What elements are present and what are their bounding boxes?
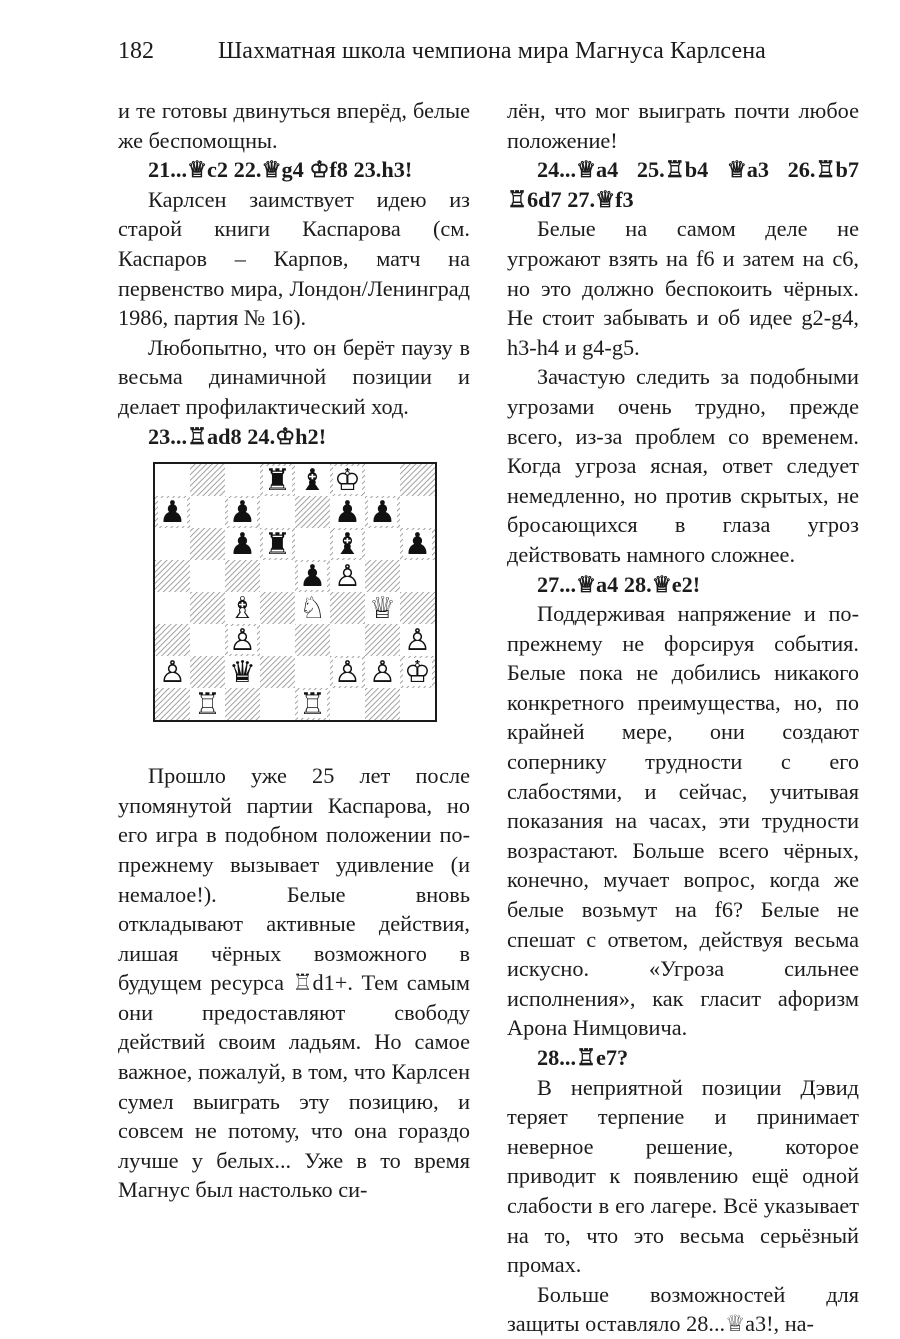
board-square-b8 [190,464,225,496]
move-notation: 27...♕a4 28.♕e2! [537,571,701,597]
paragraph: Белые на самом деле не угрожают взять на f6 и затем на c6, но это должно беспокоить чёрных. Не стоит забывать и об идее g2-g4, h3-h4 и g4-g5. [507,216,859,360]
board-square-h7 [400,496,435,528]
move-notation: 21...♕c2 22.♕g4 ♔f8 23.h3! [148,157,413,183]
board-square-c5 [225,560,260,592]
paragraph: Зачастую следить за подобными угрозами очень трудно, прежде всего, из-за проблем со временем. Когда угроза ясная, ответ следует немедленно, но против скрытых, не бросающихся в глаза угроз действовать намного сложнее. [507,364,859,567]
paragraph: Любопытно, что он берёт паузу в весьма динамичной позиции и делает профилактический ход. [118,334,470,419]
board-square-b7 [190,496,225,528]
paragraph: и те готовы двинуться вперёд, белые же беспомощны. [118,98,470,153]
board-square-g6 [365,528,400,560]
board-square-a6 [155,528,190,560]
chess-piece-h3: ♙ [404,623,431,658]
chess-piece-c4: ♗ [229,591,256,626]
paragraph: Больше возможностей для защиты оставляло 28...♕a3!, на- [507,1281,859,1337]
chess-piece-e1: ♖ [299,687,326,722]
paragraph: лён, что мог выиграть почти любое положение! [507,98,859,153]
board-square-d1 [260,688,295,720]
board-square-h5 [400,560,435,592]
right-column [507,96,859,1339]
board-square-a1 [155,688,190,720]
board-square-e2 [295,656,330,688]
board-square-e7 [295,496,330,528]
chess-piece-c7: ♟ [229,495,256,530]
move-notation: 28...♖e7? [537,1045,629,1070]
paragraph: Карлсен заимствует идею из старой книги Каспарова (см. Каспаров – Карпов, матч на первенство мира, Лондон/Ленинград 1986, партия № 16). [118,186,470,331]
move-notation: 23...♖ad8 24.♔h2! [148,423,327,449]
chess-piece-d6: ♜ [264,527,291,562]
board-square-g3 [365,624,400,656]
board-square-a3 [155,624,190,656]
board-square-a4 [155,592,190,624]
chess-piece-e4: ♘ [299,591,326,626]
board-square-f4 [330,592,365,624]
board-square-b3 [190,624,225,656]
chess-piece-f8: ♔ [334,463,361,498]
board-square-b6 [190,528,225,560]
board-square-a5 [155,560,190,592]
chess-piece-e5: ♟ [299,559,326,594]
board-square-b4 [190,592,225,624]
board-square-c1 [225,688,260,720]
board-square-g5 [365,560,400,592]
board-square-h8 [400,464,435,496]
paragraph: Прошло уже 25 лет после упомянутой партии Каспарова, но его игра в подобном положении по-прежнему вызывает удивление (и немалое!). Белые вновь откладывают активные действия, лишая чёрных возможного в будущем ресурса ♖d1+. Тем самым они предоставляют свободу действий своим ладьям. Но самое важное, пожалуй, в том, что Карлсен сумел выиграть эту позицию, и совсем не потому, что она гораздо лучше у белых... Уже в то время Магнус был настолько си- [118,763,470,1203]
board-square-c8 [225,464,260,496]
board-square-e6 [295,528,330,560]
chess-piece-c3: ♙ [229,623,256,658]
paragraph: В неприятной позиции Дэвид теряет терпение и принимает неверное решение, которое приводит к появлению ещё одной слабости в его лагере. Всё указывает на то, что это весьма серьёзный промах. [507,1074,859,1278]
chess-diagram [153,462,437,722]
running-title: Шахматная школа чемпиона мира Магнуса Карлсена [218,38,766,64]
chess-piece-h2: ♔ [404,655,431,690]
board-square-d7 [260,496,295,528]
board-square-g1 [365,688,400,720]
chess-piece-f6: ♝ [334,527,361,562]
board-square-f1 [330,688,365,720]
board-square-g8 [365,464,400,496]
page-header [0,38,900,72]
chess-piece-a7: ♟ [159,495,186,530]
chess-piece-f2: ♙ [334,655,361,690]
move-notation: 24...♕a4 25.♖b4 ♕a3 26.♖b7 ♖6d7 27.♕f3 [507,157,859,212]
board-square-d4 [260,592,295,624]
board-square-h4 [400,592,435,624]
chess-piece-g4: ♕ [369,591,396,626]
chess-piece-e8: ♝ [299,463,326,498]
chess-piece-a2: ♙ [159,655,186,690]
chess-piece-f7: ♟ [334,495,361,530]
board-square-e3 [295,624,330,656]
chess-piece-c2: ♛ [229,655,256,690]
chess-piece-g7: ♟ [369,495,396,530]
board-square-f3 [330,624,365,656]
board-square-b5 [190,560,225,592]
chess-piece-d8: ♜ [264,463,291,498]
board-square-a8 [155,464,190,496]
board-square-b2 [190,656,225,688]
chess-piece-g2: ♙ [369,655,396,690]
board-square-h1 [400,688,435,720]
board-square-d3 [260,624,295,656]
board-square-d2 [260,656,295,688]
chess-piece-c6: ♟ [229,527,256,562]
chess-board [155,464,435,720]
chess-piece-f5: ♙ [334,559,361,594]
chess-piece-b1: ♖ [194,687,221,722]
page-number: 182 [118,38,154,64]
paragraph: Поддерживая напряжение и по-прежнему не форсируя события. Белые пока не добились никакого конкретного преимущества, но, по крайней мере, они создают сопернику трудности с его слабостями, и сейчас, учитывая показания на часах, эти трудности возрастают. Больше всего чёрных, конечно, мучает вопрос, когда же белые возьмут на f6? Белые не спешат с ответом, действуя весьма искусно. «Угроза сильнее исполнения», как гласит афоризм Арона Нимцовича. [507,601,859,1041]
board-square-d5 [260,560,295,592]
chess-piece-h6: ♟ [404,527,431,562]
